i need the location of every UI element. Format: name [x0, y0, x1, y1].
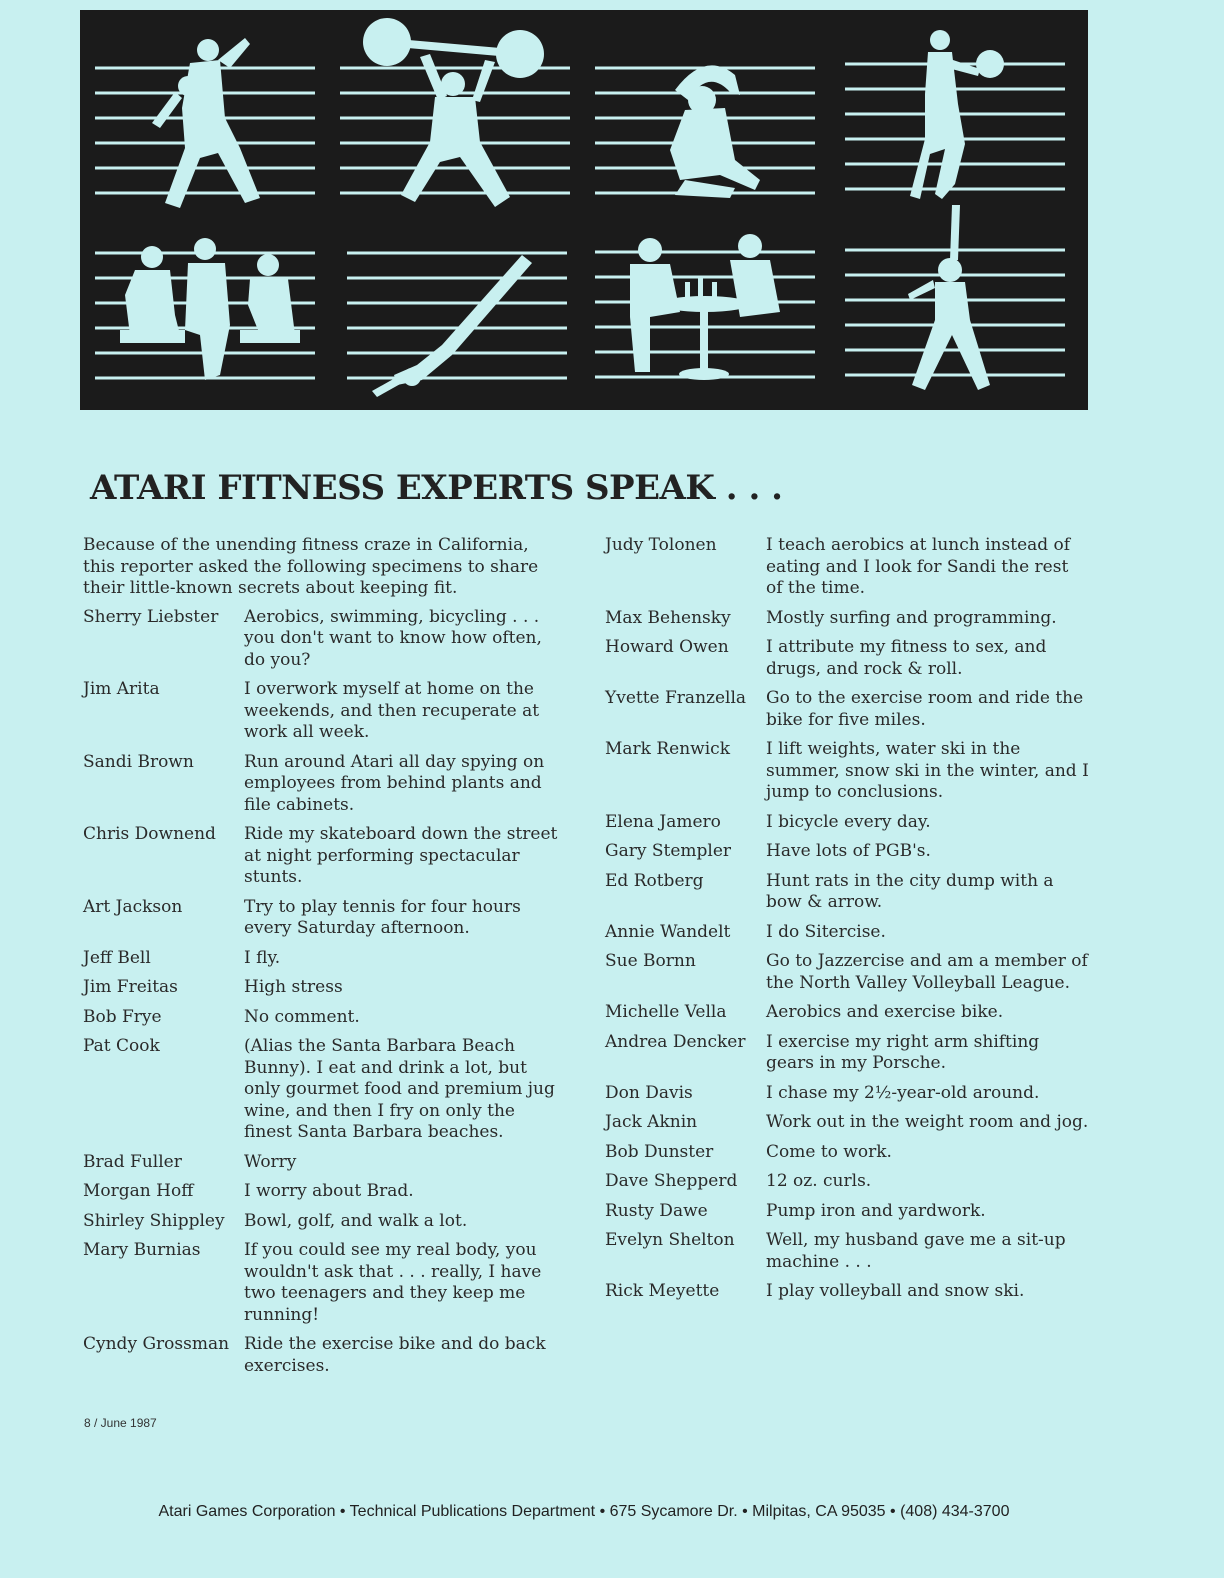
chess-players-icon	[590, 232, 820, 402]
entry-row	[83, 607, 563, 672]
entry-answer: I teach aerobics at lunch instead of eating and I look for Sandi the rest of the time.	[766, 535, 1071, 598]
entry-row	[605, 841, 1090, 863]
entry-name: Shirley Shippley	[83, 1210, 225, 1231]
entry-answer: I worry about Brad.	[244, 1181, 414, 1201]
entry-answer: Aerobics, swimming, bicycling . . . you don't want to know how often, do you?	[244, 606, 542, 670]
weightlifter-icon	[335, 12, 575, 222]
entry-row	[605, 922, 1090, 944]
entry-name: Rick Meyette	[605, 1281, 720, 1301]
entry-name: Dave Shepperd	[605, 1171, 738, 1191]
stretching-woman-icon	[590, 30, 820, 220]
entry-answer: Hunt rats in the city dump with a bow & arrow.	[766, 870, 1054, 912]
entry-row	[83, 1181, 563, 1203]
entry-answer: I overwork myself at home on the weekends, and then recuperate at work all week.	[244, 679, 540, 742]
entry-name: Mark Renwick	[605, 739, 730, 759]
entry-answer: Go to the exercise room and ride the bike for five miles.	[766, 688, 1084, 730]
entry-answer: Aerobics and exercise bike.	[766, 1002, 1004, 1022]
entry-name: Evelyn Shelton	[605, 1230, 735, 1250]
entry-answer: Well, my husband gave me a sit-up machine . . .	[766, 1230, 1066, 1272]
entry-row	[83, 752, 563, 817]
entry-name: Howard Owen	[605, 637, 729, 657]
entry-row	[605, 871, 1090, 914]
entry-row	[605, 812, 1090, 834]
entry-row	[83, 948, 563, 970]
entry-answer: I lift weights, water ski in the summer, snow ski in the winter, and I jump to conclusions.	[766, 739, 1089, 802]
entry-answer: I play volleyball and snow ski.	[766, 1281, 1025, 1301]
page-number: 8 / June 1987	[84, 1416, 157, 1430]
seated-group-icon	[90, 235, 320, 405]
entry-name: Morgan Hoff	[83, 1181, 194, 1201]
entry-name: Brad Fuller	[83, 1151, 182, 1172]
entry-row	[605, 1112, 1090, 1134]
entry-row	[83, 1036, 563, 1144]
article-title: ATARI FITNESS EXPERTS SPEAK . . .	[90, 468, 783, 508]
entry-answer: Mostly surfing and programming.	[766, 607, 1057, 628]
entry-row	[605, 739, 1090, 804]
footer-address: Atari Games Corporation • Technical Publications Department • 675 Sycamore Dr. • Milpitas, CA 95035 • (408) 434-3700	[158, 1503, 1010, 1520]
entry-answer: I do Sitercise.	[766, 921, 886, 942]
left-column	[83, 535, 563, 1385]
volleyball-player-icon	[840, 24, 1070, 214]
entry-row	[605, 688, 1090, 731]
entry-answer: If you could see my real body, you wouldn't ask that . . . really, I have two teenagers and they keep me running!	[244, 1240, 542, 1325]
entry-name: Art Jackson	[83, 896, 183, 917]
entry-row	[83, 897, 563, 940]
entry-row	[605, 1281, 1090, 1303]
entry-answer: I chase my 2½-year-old around.	[766, 1082, 1040, 1103]
entry-name: Ed Rotberg	[605, 870, 704, 891]
entry-answer: Have lots of PGB's.	[766, 841, 931, 861]
entry-name: Cyndy Grossman	[83, 1334, 230, 1354]
entry-row	[605, 1142, 1090, 1164]
entry-row	[605, 1002, 1090, 1024]
entry-row	[605, 1171, 1090, 1193]
entry-answer: Pump iron and yardwork.	[766, 1200, 986, 1221]
entry-row	[605, 1032, 1090, 1075]
entry-name: Sandi Brown	[83, 751, 194, 772]
entry-row	[83, 977, 563, 999]
entry-row	[83, 1007, 563, 1029]
entry-answer: Bowl, golf, and walk a lot.	[244, 1210, 468, 1231]
entry-name: Michelle Vella	[605, 1002, 727, 1022]
entry-row	[83, 1334, 563, 1377]
entry-row	[83, 824, 563, 889]
entry-answer: Run around Atari all day spying on employees from behind plants and file cabinets.	[244, 751, 545, 815]
entry-row	[605, 1230, 1090, 1273]
fitness-illustration-banner	[80, 10, 1088, 410]
entry-answer: Ride the exercise bike and do back exercises.	[244, 1334, 546, 1376]
left-entry-list	[83, 607, 563, 1378]
entry-name: Jim Arita	[83, 679, 160, 699]
entry-row	[605, 637, 1090, 680]
entry-row	[605, 608, 1090, 630]
entry-row	[83, 1240, 563, 1326]
entry-name: Andrea Dencker	[605, 1031, 746, 1052]
entry-name: Gary Stempler	[605, 841, 732, 861]
entry-name: Bob Frye	[83, 1006, 162, 1027]
entry-answer: I attribute my fitness to sex, and drugs, and rock & roll.	[766, 637, 1047, 679]
intro-paragraph: Because of the unending fitness craze in California, this reporter asked the following specimens to share their little-known secrets about keeping fit.	[83, 535, 539, 598]
entry-name: Jack Aknin	[605, 1112, 698, 1132]
entry-name: Yvette Franzella	[605, 688, 747, 708]
entry-row	[605, 951, 1090, 994]
entry-name: Mary Burnias	[83, 1240, 201, 1260]
entry-name: Sherry Liebster	[83, 606, 219, 627]
entry-answer: I exercise my right arm shifting gears in my Porsche.	[766, 1031, 1040, 1073]
entry-row	[83, 679, 563, 744]
right-entry-list	[605, 535, 1090, 1303]
entry-name: Max Behensky	[605, 607, 731, 628]
entry-answer: (Alias the Santa Barbara Beach Bunny). I eat and drink a lot, but only gourmet food and premium jug wine, and then I fry on only the finest Santa Barbara beaches.	[244, 1036, 555, 1142]
entry-answer: I bicycle every day.	[766, 811, 931, 832]
entry-name: Don Davis	[605, 1082, 693, 1103]
entry-answer: No comment.	[244, 1006, 360, 1027]
aerobics-woman-icon	[840, 200, 1070, 400]
entry-name: Judy Tolonen	[605, 535, 717, 555]
entry-name: Sue Bornn	[605, 951, 696, 971]
entry-row	[605, 535, 1090, 600]
entry-name: Bob Dunster	[605, 1141, 714, 1162]
entry-row	[83, 1211, 563, 1233]
entry-name: Elena Jamero	[605, 811, 721, 832]
entry-answer: 12 oz. curls.	[766, 1171, 872, 1191]
entry-answer: Work out in the weight room and jog.	[766, 1112, 1089, 1132]
entry-name: Jim Freitas	[83, 977, 178, 997]
entry-name: Annie Wandelt	[605, 921, 731, 942]
diver-icon	[342, 235, 572, 405]
entry-answer: Come to work.	[766, 1141, 892, 1162]
dancing-couple-icon	[90, 28, 320, 218]
entry-answer: Ride my skateboard down the street at night performing spectacular stunts.	[244, 824, 558, 887]
entry-name: Chris Downend	[83, 824, 216, 844]
entry-name: Pat Cook	[83, 1036, 160, 1056]
entry-name: Rusty Dawe	[605, 1200, 708, 1221]
right-column	[605, 535, 1090, 1311]
entry-answer: Worry	[244, 1151, 297, 1172]
entry-name: Jeff Bell	[83, 947, 151, 968]
entry-answer: High stress	[244, 977, 343, 997]
entry-answer: Go to Jazzercise and am a member of the North Valley Volleyball League.	[766, 951, 1088, 993]
entry-row	[605, 1201, 1090, 1223]
entry-answer: Try to play tennis for four hours every Saturday afternoon.	[244, 896, 521, 938]
entry-row	[83, 1152, 563, 1174]
entry-row	[605, 1083, 1090, 1105]
entry-answer: I fly.	[244, 947, 281, 968]
